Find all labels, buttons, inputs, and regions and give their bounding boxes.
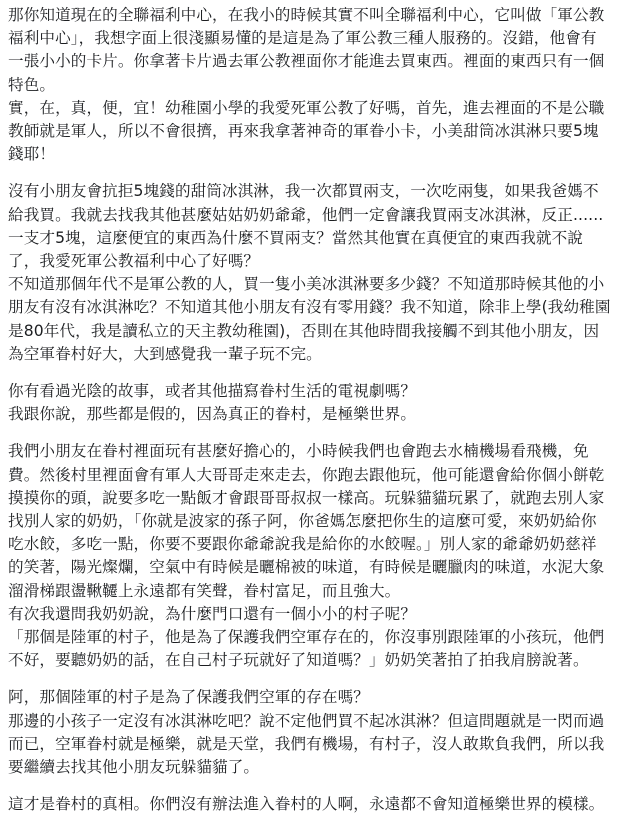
paragraph-spacer [8,672,611,686]
paragraph: 阿，那個陸軍的村子是為了保護我們空軍的存在嗎？ 那邊的小孩子一定沒有冰淇淋吃吧？說不定他們買不起冰淇淋？但這問題就是一閃而過而已，空軍眷村就是極樂，就是天堂，我們有機場，有村子，沒人敢欺負我們，所以我要繼續去找其他小朋友玩躲貓貓了。 [8,688,605,777]
paragraph-spacer [8,366,611,380]
paragraph-spacer [8,166,611,180]
paragraph: 我們小朋友在眷村裡面玩有甚麼好擔心的，小時候我們也會跑去水楠機場看飛機，免費。然後村里裡面會有軍人大哥哥走來走去，你跑去跟他玩，他可能還會給你個小餅乾摸摸你的頭，說要多吃一點飯才會跟哥哥叔叔一樣高。玩躲貓貓玩累了，就跑去別人家找別人家的奶奶，「你就是波家的孫子阿，你爸媽怎麼把你生的這麼可愛，來奶奶給你吃水餃，多吃一點，你要不要跟你爺爺說我是給你的水餃喔。」別人家的爺爺奶奶慈祥的笑著，陽光燦爛，空氣中有時候是曬棉被的味道，有時候是曬臘肉的味道，水泥大象溜滑梯跟盪鞦韆上永遠都有笑聲，眷村富足，而且強大。 有次我還問我奶奶說，為什麼門口還有一個小小的村子呢？ 「那個是陸軍的村子，他是為了保護我們空軍存在的，你沒事別跟陸軍的小孩玩，他們不好，要聽奶奶的話，在自己村子玩就好了知道嗎？」奶奶笑著拍了拍我肩膀說著。 [8,442,605,670]
paragraph: 沒有小朋友會抗拒5塊錢的甜筒冰淇淋，我一次都買兩支，一次吃兩隻，如果我爸媽不給我買。我就去找我其他甚麼姑姑奶奶爺爺，他們一定會讓我買兩支冰淇淋，反正......一支才5塊，這麼便宜的東西為什麼不買兩支？當然其他實在真便宜的東西我就不說了，我愛死軍公教福利中心了好嗎？ 不知道那個年代不是軍公教的人，買一隻小美冰淇淋要多少錢？不知道那時候其他的小朋友有沒有冰淇淋吃？不知道其他小朋友有沒有零用錢？我不知道，除非上學(我幼稚園是80年代，我是讀私立的天主教幼稚園)，否則在其他時間我接觸不到其他小朋友，因為空軍眷村好大，大到感覺我一輩子玩不完。 [8,182,611,363]
paragraph-spacer [8,426,611,440]
paragraph: 那你知道現在的全聯福利中心，在我小的時候其實不叫全聯福利中心，它叫做「軍公教福利中心」，我想字面上很淺顯易懂的是這是為了軍公教三種人服務的。沒錯，他會有一張小小的卡片。你拿著卡片過去軍公教裡面你才能進去買東西。裡面的東西只有一個特色。 實，在，真，便，宜！幼稚園小學的我愛死軍公教了好嗎，首先，進去裡面的不是公職教師就是軍人，所以不會很擠，再來我拿著神奇的軍眷小卡，小美甜筒冰淇淋只要5塊錢耶！ [8,6,605,164]
paragraph-spacer [8,779,611,793]
paragraph: 你有看過光陰的故事，或者其他描寫眷村生活的電視劇嗎？ 我跟你說，那些都是假的，因為真正的眷村，是極樂世界。 [8,382,417,424]
paragraph: 這才是眷村的真相。你們沒有辦法進入眷村的人啊，永遠都不會知道極樂世界的模樣。 [8,795,605,814]
